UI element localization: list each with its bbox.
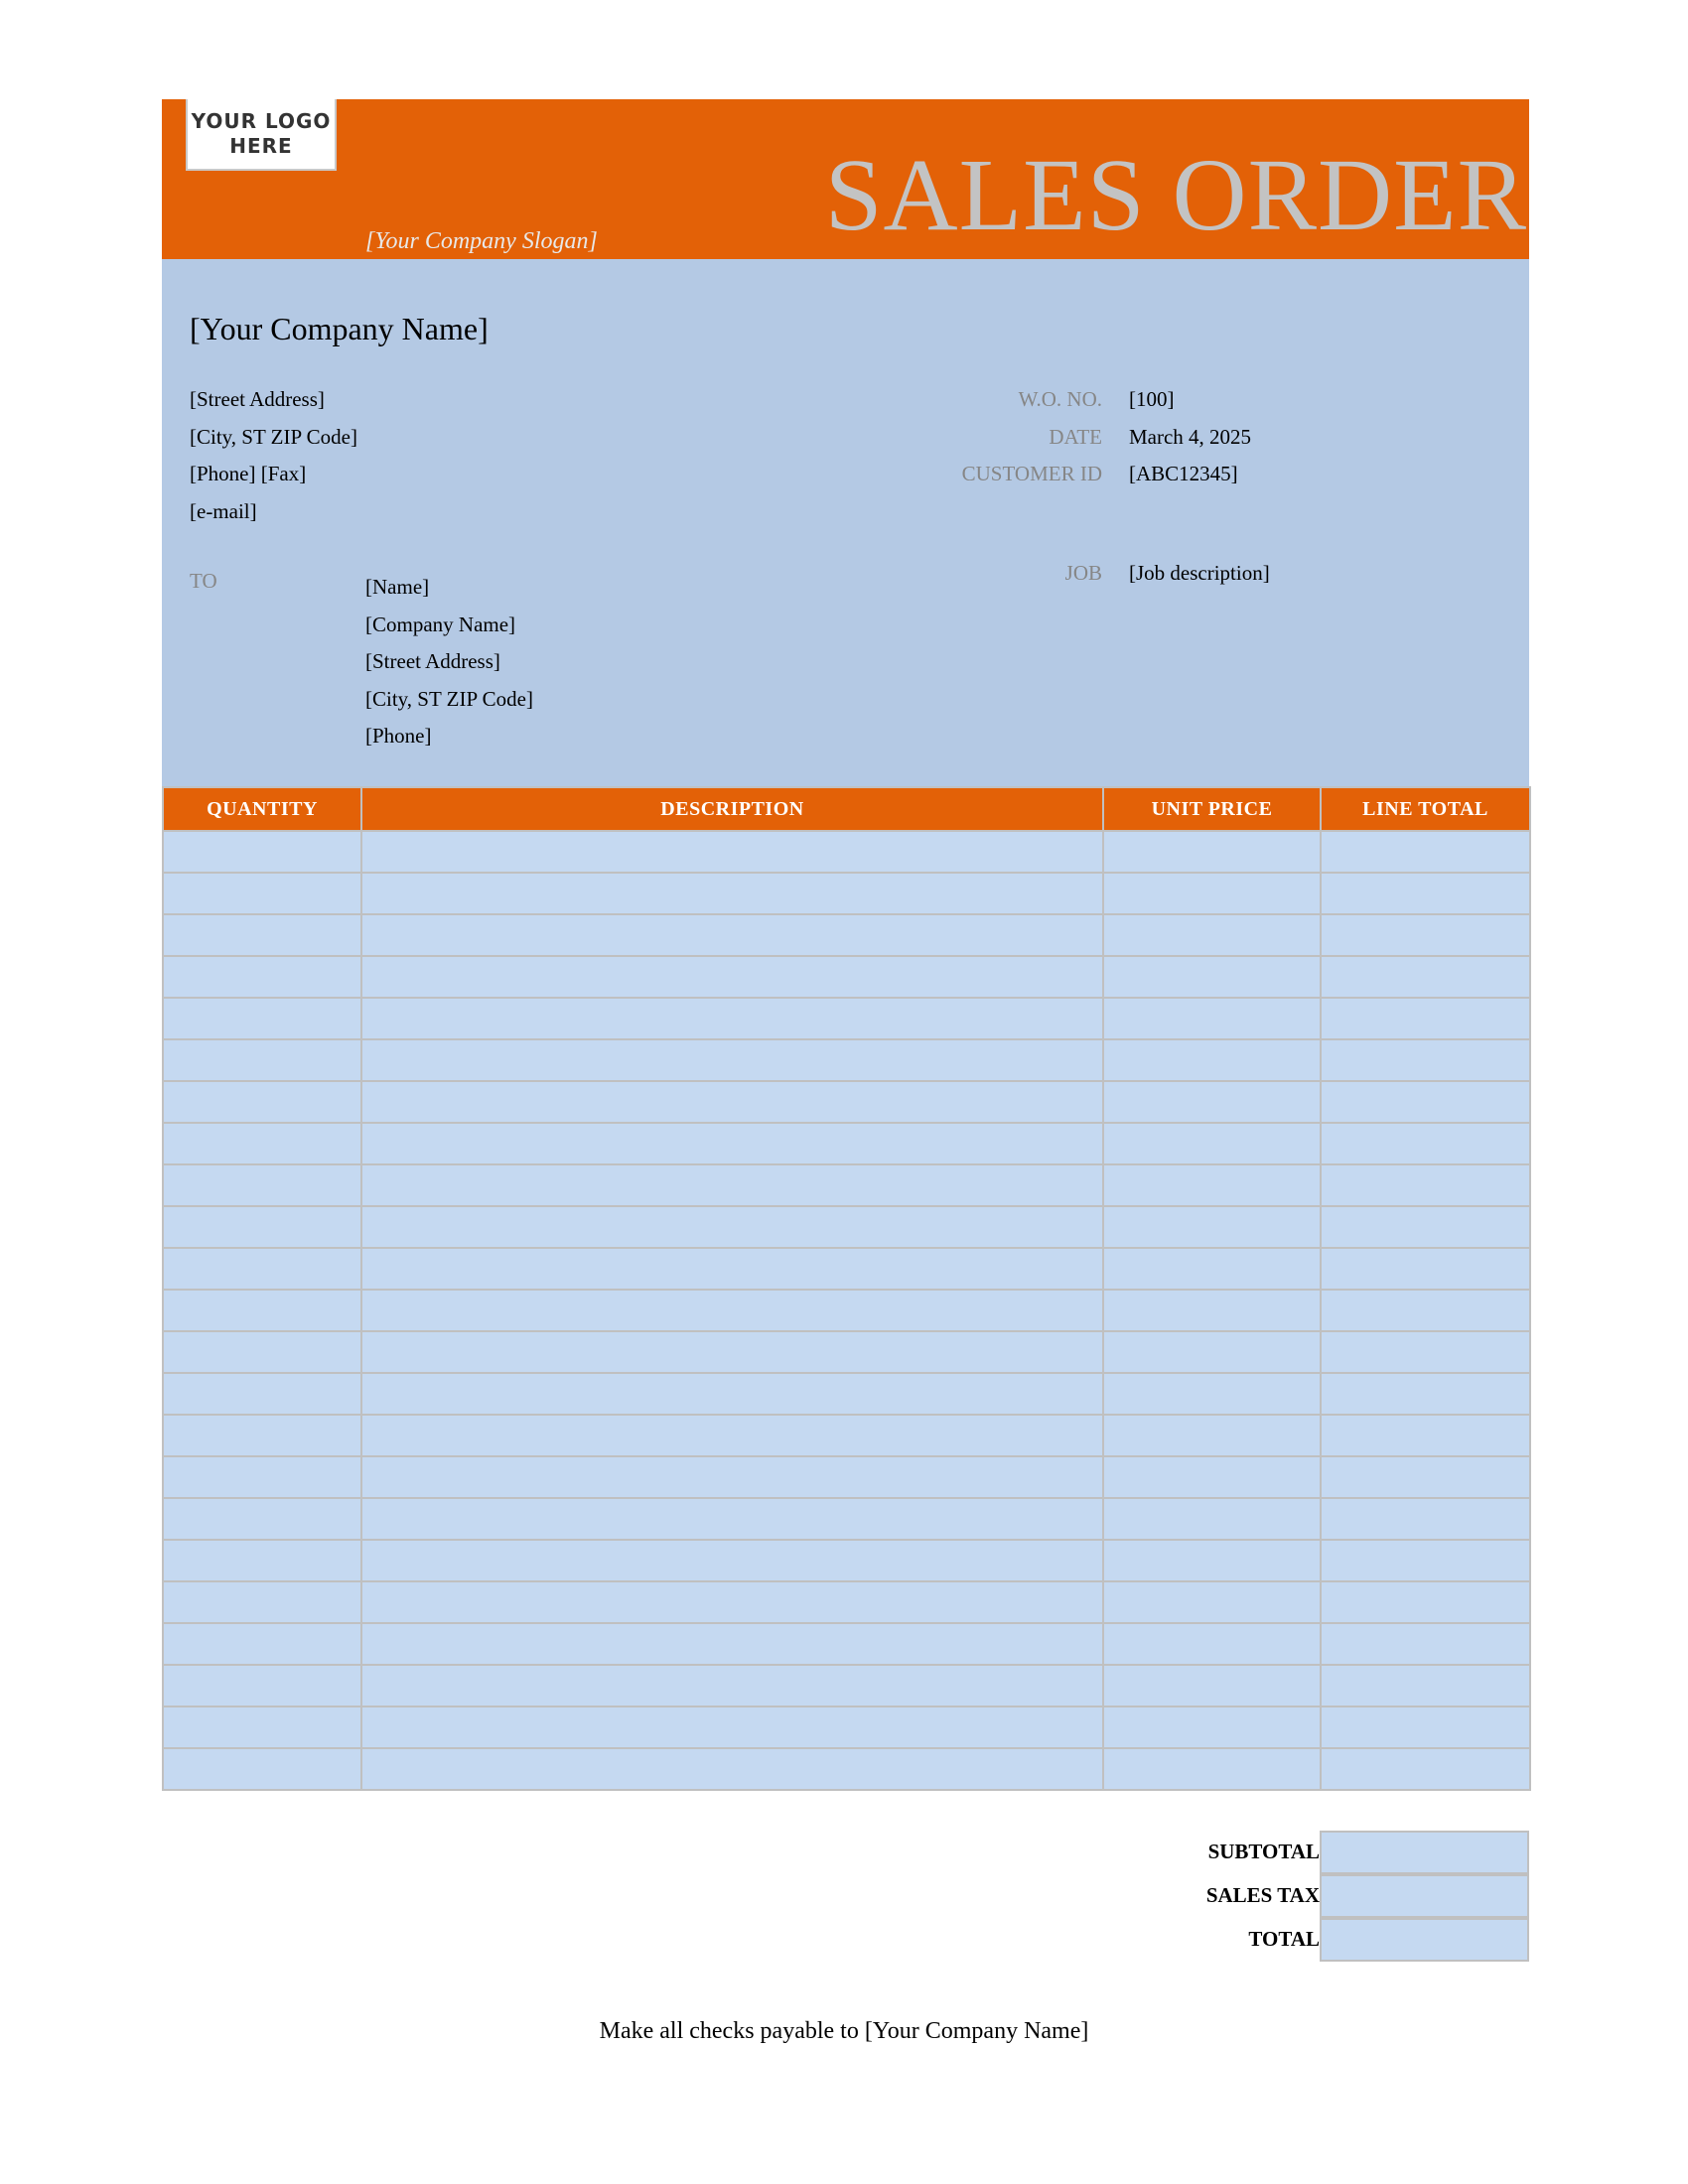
line-total-cell[interactable] (1321, 1039, 1530, 1081)
quantity-cell[interactable] (163, 1248, 361, 1290)
table-row (163, 1748, 1530, 1790)
table-row (163, 1164, 1530, 1206)
table-row (163, 831, 1530, 873)
unit-price-cell[interactable] (1103, 1373, 1321, 1415)
description-cell[interactable] (361, 1039, 1103, 1081)
quantity-cell[interactable] (163, 1498, 361, 1540)
quantity-cell[interactable] (163, 1331, 361, 1373)
unit-price-cell[interactable] (1103, 1623, 1321, 1665)
unit-price-cell[interactable] (1103, 1581, 1321, 1623)
line-total-cell[interactable] (1321, 831, 1530, 873)
job-description[interactable]: [Job description] (1129, 561, 1270, 585)
quantity-cell[interactable] (163, 1164, 361, 1206)
unit-price-header: UNIT PRICE (1103, 787, 1321, 831)
description-cell[interactable] (361, 1123, 1103, 1164)
quantity-cell[interactable] (163, 831, 361, 873)
line-total-cell[interactable] (1321, 1623, 1530, 1665)
unit-price-cell[interactable] (1103, 1206, 1321, 1248)
subtotal-row (162, 1831, 1529, 1874)
date-label: DATE (1049, 424, 1102, 449)
wo-number-value[interactable]: [100] (1129, 387, 1175, 411)
job-label: JOB (1064, 561, 1102, 585)
description-cell[interactable] (361, 1415, 1103, 1456)
description-cell[interactable] (361, 873, 1103, 914)
quantity-cell[interactable] (163, 1415, 361, 1456)
logo-placeholder[interactable]: YOUR LOGO HERE (186, 99, 337, 171)
description-cell[interactable] (361, 1081, 1103, 1123)
line-total-cell[interactable] (1321, 873, 1530, 914)
line-total-cell[interactable] (1321, 1164, 1530, 1206)
unit-price-cell[interactable] (1103, 1248, 1321, 1290)
quantity-cell[interactable] (163, 1540, 361, 1581)
unit-price-cell[interactable] (1103, 1456, 1321, 1498)
quantity-cell[interactable] (163, 1456, 361, 1498)
line-total-header: LINE TOTAL (1321, 787, 1530, 831)
table-row (163, 1415, 1530, 1456)
line-total-cell[interactable] (1321, 1706, 1530, 1748)
unit-price-cell[interactable] (1103, 873, 1321, 914)
table-row (163, 1456, 1530, 1498)
total-cell[interactable] (1320, 1918, 1529, 1962)
description-header: DESCRIPTION (361, 787, 1103, 831)
table-row (163, 1498, 1530, 1540)
sales-tax-cell[interactable] (1320, 1874, 1529, 1918)
unit-price-cell[interactable] (1103, 831, 1321, 873)
table-row (163, 1331, 1530, 1373)
table-row (163, 1706, 1530, 1748)
line-total-cell[interactable] (1321, 1540, 1530, 1581)
line-total-cell[interactable] (1321, 1373, 1530, 1415)
company-address-block (190, 381, 357, 530)
wo-number-label: W.O. NO. (1018, 387, 1102, 411)
description-cell[interactable] (361, 998, 1103, 1039)
customer-id-label: CUSTOMER ID (961, 462, 1102, 485)
company-slogan[interactable]: [Your Company Slogan] (365, 228, 598, 254)
description-cell[interactable] (361, 1206, 1103, 1248)
table-row (163, 1623, 1530, 1665)
table-row (163, 1540, 1530, 1581)
unit-price-cell[interactable] (1103, 914, 1321, 956)
line-total-cell[interactable] (1321, 1498, 1530, 1540)
quantity-cell[interactable] (163, 1581, 361, 1623)
company-email[interactable]: [e-mail] (190, 498, 257, 523)
description-cell[interactable] (361, 1290, 1103, 1331)
description-cell[interactable] (361, 1373, 1103, 1415)
quantity-cell[interactable] (163, 1081, 361, 1123)
table-header-row (163, 787, 1530, 831)
company-city[interactable]: [City, ST ZIP Code] (190, 424, 357, 449)
company-phone-fax[interactable]: [Phone] [Fax] (190, 462, 307, 485)
table-row (163, 1373, 1530, 1415)
unit-price-cell[interactable] (1103, 1123, 1321, 1164)
line-total-cell[interactable] (1321, 1248, 1530, 1290)
line-total-cell[interactable] (1321, 1206, 1530, 1248)
description-cell[interactable] (361, 914, 1103, 956)
unit-price-cell[interactable] (1103, 1498, 1321, 1540)
recipient-street[interactable]: [Street Address] (365, 649, 500, 673)
quantity-cell[interactable] (163, 1373, 361, 1415)
line-total-cell[interactable] (1321, 1748, 1530, 1790)
header-banner (162, 99, 1529, 259)
description-cell[interactable] (361, 1456, 1103, 1498)
description-cell[interactable] (361, 1498, 1103, 1540)
quantity-header: QUANTITY (163, 787, 361, 831)
description-cell[interactable] (361, 1581, 1103, 1623)
recipient-company[interactable]: [Company Name] (365, 612, 516, 636)
line-total-cell[interactable] (1321, 1123, 1530, 1164)
quantity-cell[interactable] (163, 873, 361, 914)
date-value[interactable]: March 4, 2025 (1129, 424, 1252, 449)
recipient-name[interactable]: [Name] (365, 575, 430, 599)
sales-tax-row (162, 1874, 1529, 1918)
unit-price-cell[interactable] (1103, 1039, 1321, 1081)
quantity-cell[interactable] (163, 914, 361, 956)
table-row (163, 1039, 1530, 1081)
subtotal-cell[interactable] (1320, 1831, 1529, 1874)
quantity-cell[interactable] (163, 1206, 361, 1248)
line-total-cell[interactable] (1321, 1456, 1530, 1498)
unit-price-cell[interactable] (1103, 1290, 1321, 1331)
description-cell[interactable] (361, 1706, 1103, 1748)
description-cell[interactable] (361, 1665, 1103, 1706)
description-cell[interactable] (361, 956, 1103, 998)
table-row (163, 998, 1530, 1039)
recipient-phone[interactable]: [Phone] (365, 724, 432, 748)
quantity-cell[interactable] (163, 1665, 361, 1706)
company-street[interactable]: [Street Address] (190, 387, 325, 411)
line-total-cell[interactable] (1321, 998, 1530, 1039)
quantity-cell[interactable] (163, 1748, 361, 1790)
table-row (163, 873, 1530, 914)
line-total-cell[interactable] (1321, 1415, 1530, 1456)
quantity-cell[interactable] (163, 1039, 361, 1081)
line-total-cell[interactable] (1321, 1081, 1530, 1123)
customer-id-value[interactable]: [ABC12345] (1129, 462, 1238, 485)
unit-price-cell[interactable] (1103, 1706, 1321, 1748)
quantity-cell[interactable] (163, 1706, 361, 1748)
quantity-cell[interactable] (163, 956, 361, 998)
description-cell[interactable] (361, 1331, 1103, 1373)
line-total-cell[interactable] (1321, 1331, 1530, 1373)
recipient-block (365, 569, 533, 755)
table-row (163, 1123, 1530, 1164)
table-row (163, 1206, 1530, 1248)
meta-labels (962, 381, 1102, 493)
to-label: TO (190, 569, 217, 593)
description-cell[interactable] (361, 1623, 1103, 1665)
description-cell[interactable] (361, 1748, 1103, 1790)
line-items-body (163, 831, 1530, 1790)
unit-price-cell[interactable] (1103, 1748, 1321, 1790)
table-row (163, 1290, 1530, 1331)
table-row (163, 1581, 1530, 1623)
quantity-cell[interactable] (163, 1623, 361, 1665)
unit-price-cell[interactable] (1103, 956, 1321, 998)
line-total-cell[interactable] (1321, 1665, 1530, 1706)
unit-price-cell[interactable] (1103, 998, 1321, 1039)
unit-price-cell[interactable] (1103, 1081, 1321, 1123)
line-total-cell[interactable] (1321, 1290, 1530, 1331)
line-items-table (162, 786, 1531, 1791)
total-label: TOTAL (1248, 1927, 1320, 1951)
table-row (163, 914, 1530, 956)
table-row (163, 1081, 1530, 1123)
meta-values (1129, 381, 1251, 493)
info-panel (162, 259, 1529, 786)
quantity-cell[interactable] (163, 1290, 361, 1331)
unit-price-cell[interactable] (1103, 1665, 1321, 1706)
table-row (163, 1665, 1530, 1706)
description-cell[interactable] (361, 1248, 1103, 1290)
unit-price-cell[interactable] (1103, 1415, 1321, 1456)
description-cell[interactable] (361, 831, 1103, 873)
description-cell[interactable] (361, 1164, 1103, 1206)
line-total-cell[interactable] (1321, 956, 1530, 998)
line-total-cell[interactable] (1321, 1581, 1530, 1623)
table-row (163, 1248, 1530, 1290)
quantity-cell[interactable] (163, 1123, 361, 1164)
unit-price-cell[interactable] (1103, 1164, 1321, 1206)
total-row (162, 1918, 1529, 1962)
quantity-cell[interactable] (163, 998, 361, 1039)
unit-price-cell[interactable] (1103, 1331, 1321, 1373)
table-row (163, 956, 1530, 998)
line-total-cell[interactable] (1321, 914, 1530, 956)
subtotal-label: SUBTOTAL (1207, 1840, 1320, 1863)
sales-tax-label: SALES TAX (1205, 1883, 1320, 1907)
document-title: SALES ORDER (824, 138, 1527, 252)
description-cell[interactable] (361, 1540, 1103, 1581)
company-name[interactable]: [Your Company Name] (190, 311, 489, 346)
unit-price-cell[interactable] (1103, 1540, 1321, 1581)
recipient-city[interactable]: [City, ST ZIP Code] (365, 686, 533, 711)
payment-note: Make all checks payable to [Your Company Name] (599, 2018, 1089, 2044)
